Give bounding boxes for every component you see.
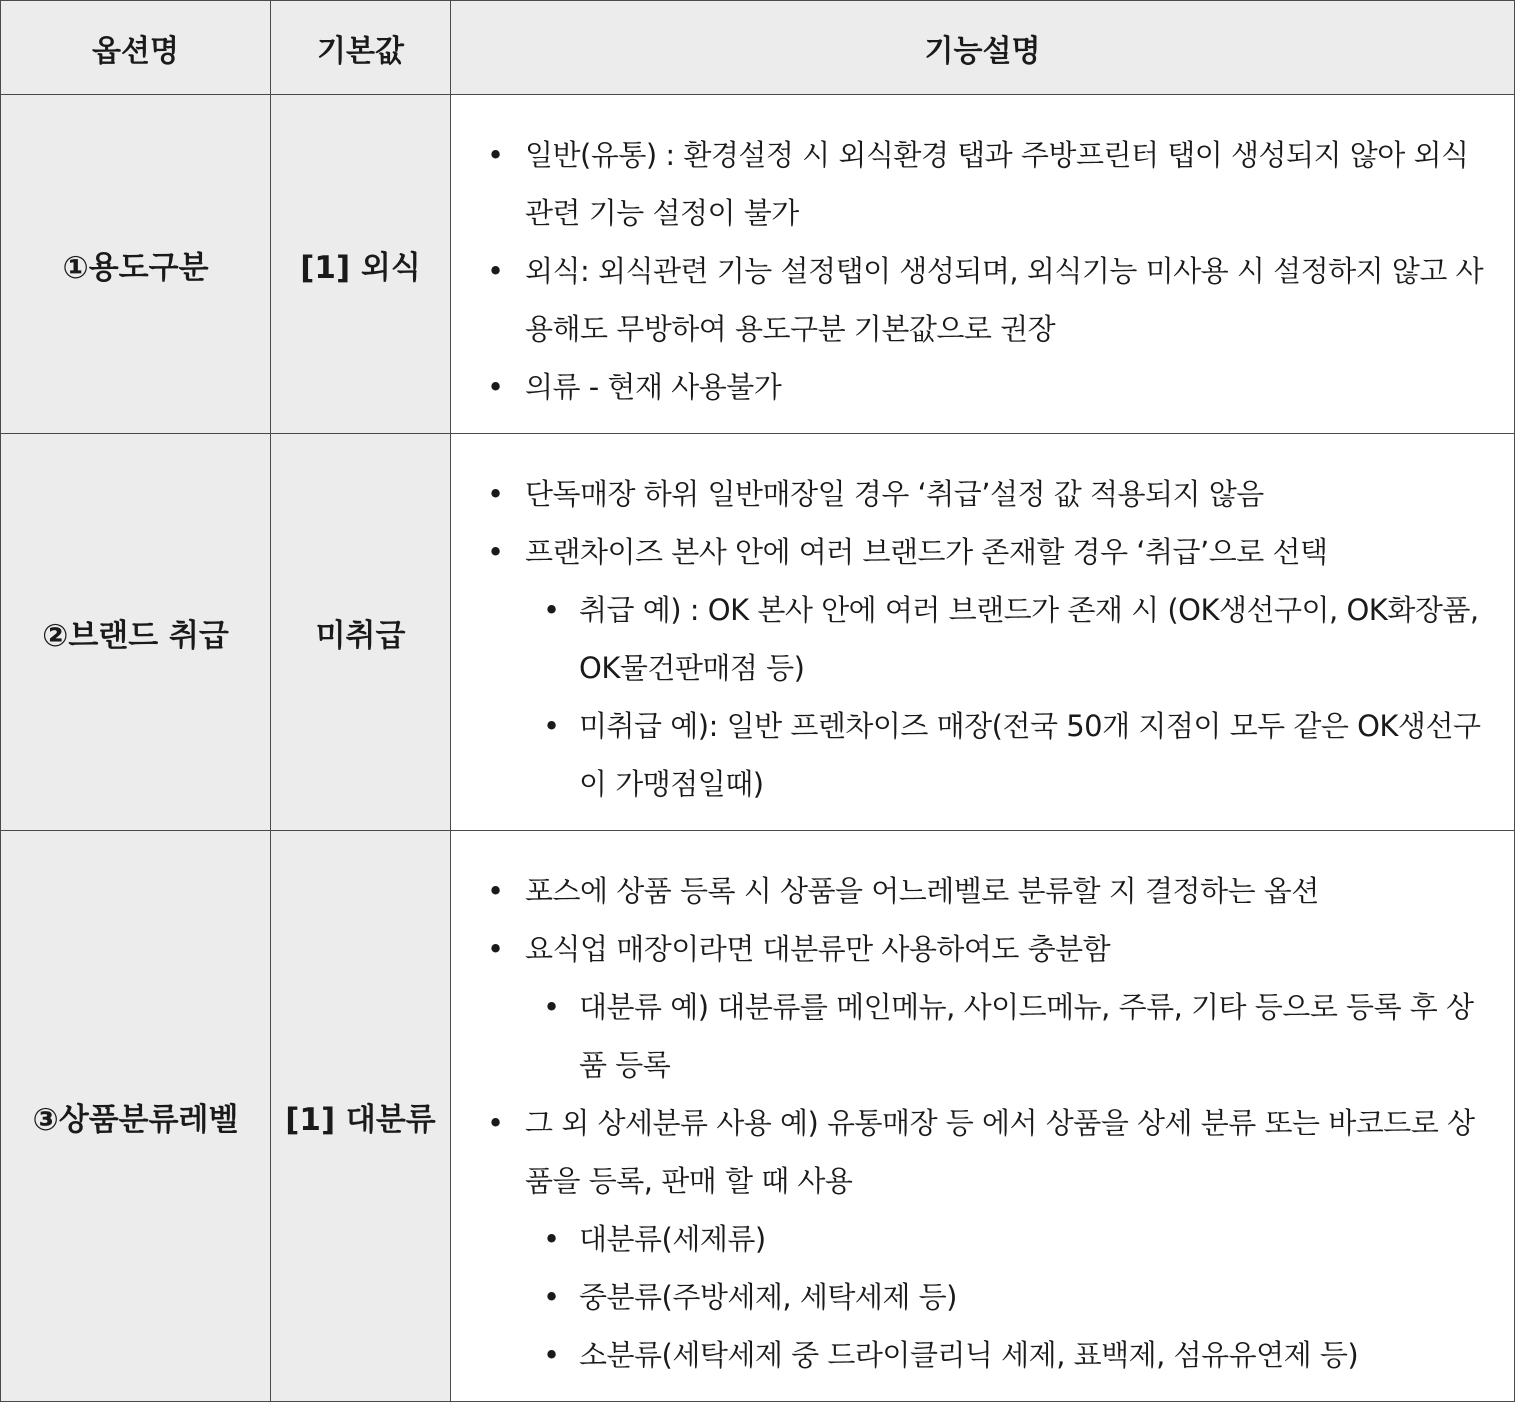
list-item — [477, 920, 1494, 1094]
sub-list — [525, 581, 1494, 813]
list-item: • 의류 - 현재 사용불가 — [477, 358, 1494, 416]
description-list — [451, 95, 1514, 433]
description-cell — [451, 434, 1515, 831]
header-row — [1, 1, 1515, 95]
list-item: • 일반(유통) : 환경설정 시 외식환경 탭과 주방프린터 탭이 생성되지 않아 외식관련 기능 설정이 불가 — [477, 126, 1494, 242]
header-default-value: 기본값 — [271, 1, 451, 95]
list-item — [477, 523, 1494, 813]
description-list — [451, 434, 1514, 830]
sub-list-item: • 취급 예) : OK 본사 안에 여러 브랜드가 존재 시 (OK생선구이, OK화장품, OK물건판매점 등) — [525, 581, 1494, 697]
sub-list-item: • 대분류 예) 대분류를 메인메뉴, 사이드메뉴, 주류, 기타 등으로 등록 후 상품 등록 — [525, 978, 1494, 1094]
list-item-text: 요식업 매장이라면 대분류만 사용하여도 충분함 — [525, 932, 1111, 966]
list-item — [477, 1094, 1494, 1384]
table-row-product-category-level — [1, 831, 1515, 1402]
option-name-cell: ①용도구분 — [1, 95, 271, 434]
default-value-cell: 미취급 — [271, 434, 451, 831]
table-row-usage-type — [1, 95, 1515, 434]
table-row-brand-handling — [1, 434, 1515, 831]
list-item: • 포스에 상품 등록 시 상품을 어느레벨로 분류할 지 결정하는 옵션 — [477, 862, 1494, 920]
description-list — [451, 831, 1514, 1401]
list-item: • 외식: 외식관련 기능 설정탭이 생성되며, 외식기능 미사용 시 설정하지 않고 사용해도 무방하여 용도구분 기본값으로 권장 — [477, 242, 1494, 358]
default-value-cell: [1] 대분류 — [271, 831, 451, 1402]
list-item: • 단독매장 하위 일반매장일 경우 ‘취급’설정 값 적용되지 않음 — [477, 465, 1494, 523]
option-name-cell: ②브랜드 취급 — [1, 434, 271, 831]
sub-list-item: • 미취급 예): 일반 프렌차이즈 매장(전국 50개 지점이 모두 같은 OK생선구이 가맹점일때) — [525, 697, 1494, 813]
sub-list — [525, 978, 1494, 1094]
sub-list-item: • 대분류(세제류) — [525, 1210, 1494, 1268]
description-cell — [451, 95, 1515, 434]
list-item-text: 프랜차이즈 본사 안에 여러 브랜드가 존재할 경우 ‘취급’으로 선택 — [525, 535, 1328, 569]
default-value-cell: [1] 외식 — [271, 95, 451, 434]
header-description: 기능설명 — [451, 1, 1515, 95]
sub-list-item: • 소분류(세탁세제 중 드라이클리닉 세제, 표백제, 섬유유연제 등) — [525, 1326, 1494, 1384]
header-option-name: 옵션명 — [1, 1, 271, 95]
option-name-cell: ③상품분류레벨 — [1, 831, 271, 1402]
sub-list-item: • 중분류(주방세제, 세탁세제 등) — [525, 1268, 1494, 1326]
sub-list — [525, 1210, 1494, 1384]
description-cell — [451, 831, 1515, 1402]
list-item-text: 그 외 상세분류 사용 예) 유통매장 등 에서 상품을 상세 분류 또는 바코드로 상품을 등록, 판매 할 때 사용 — [525, 1106, 1475, 1198]
